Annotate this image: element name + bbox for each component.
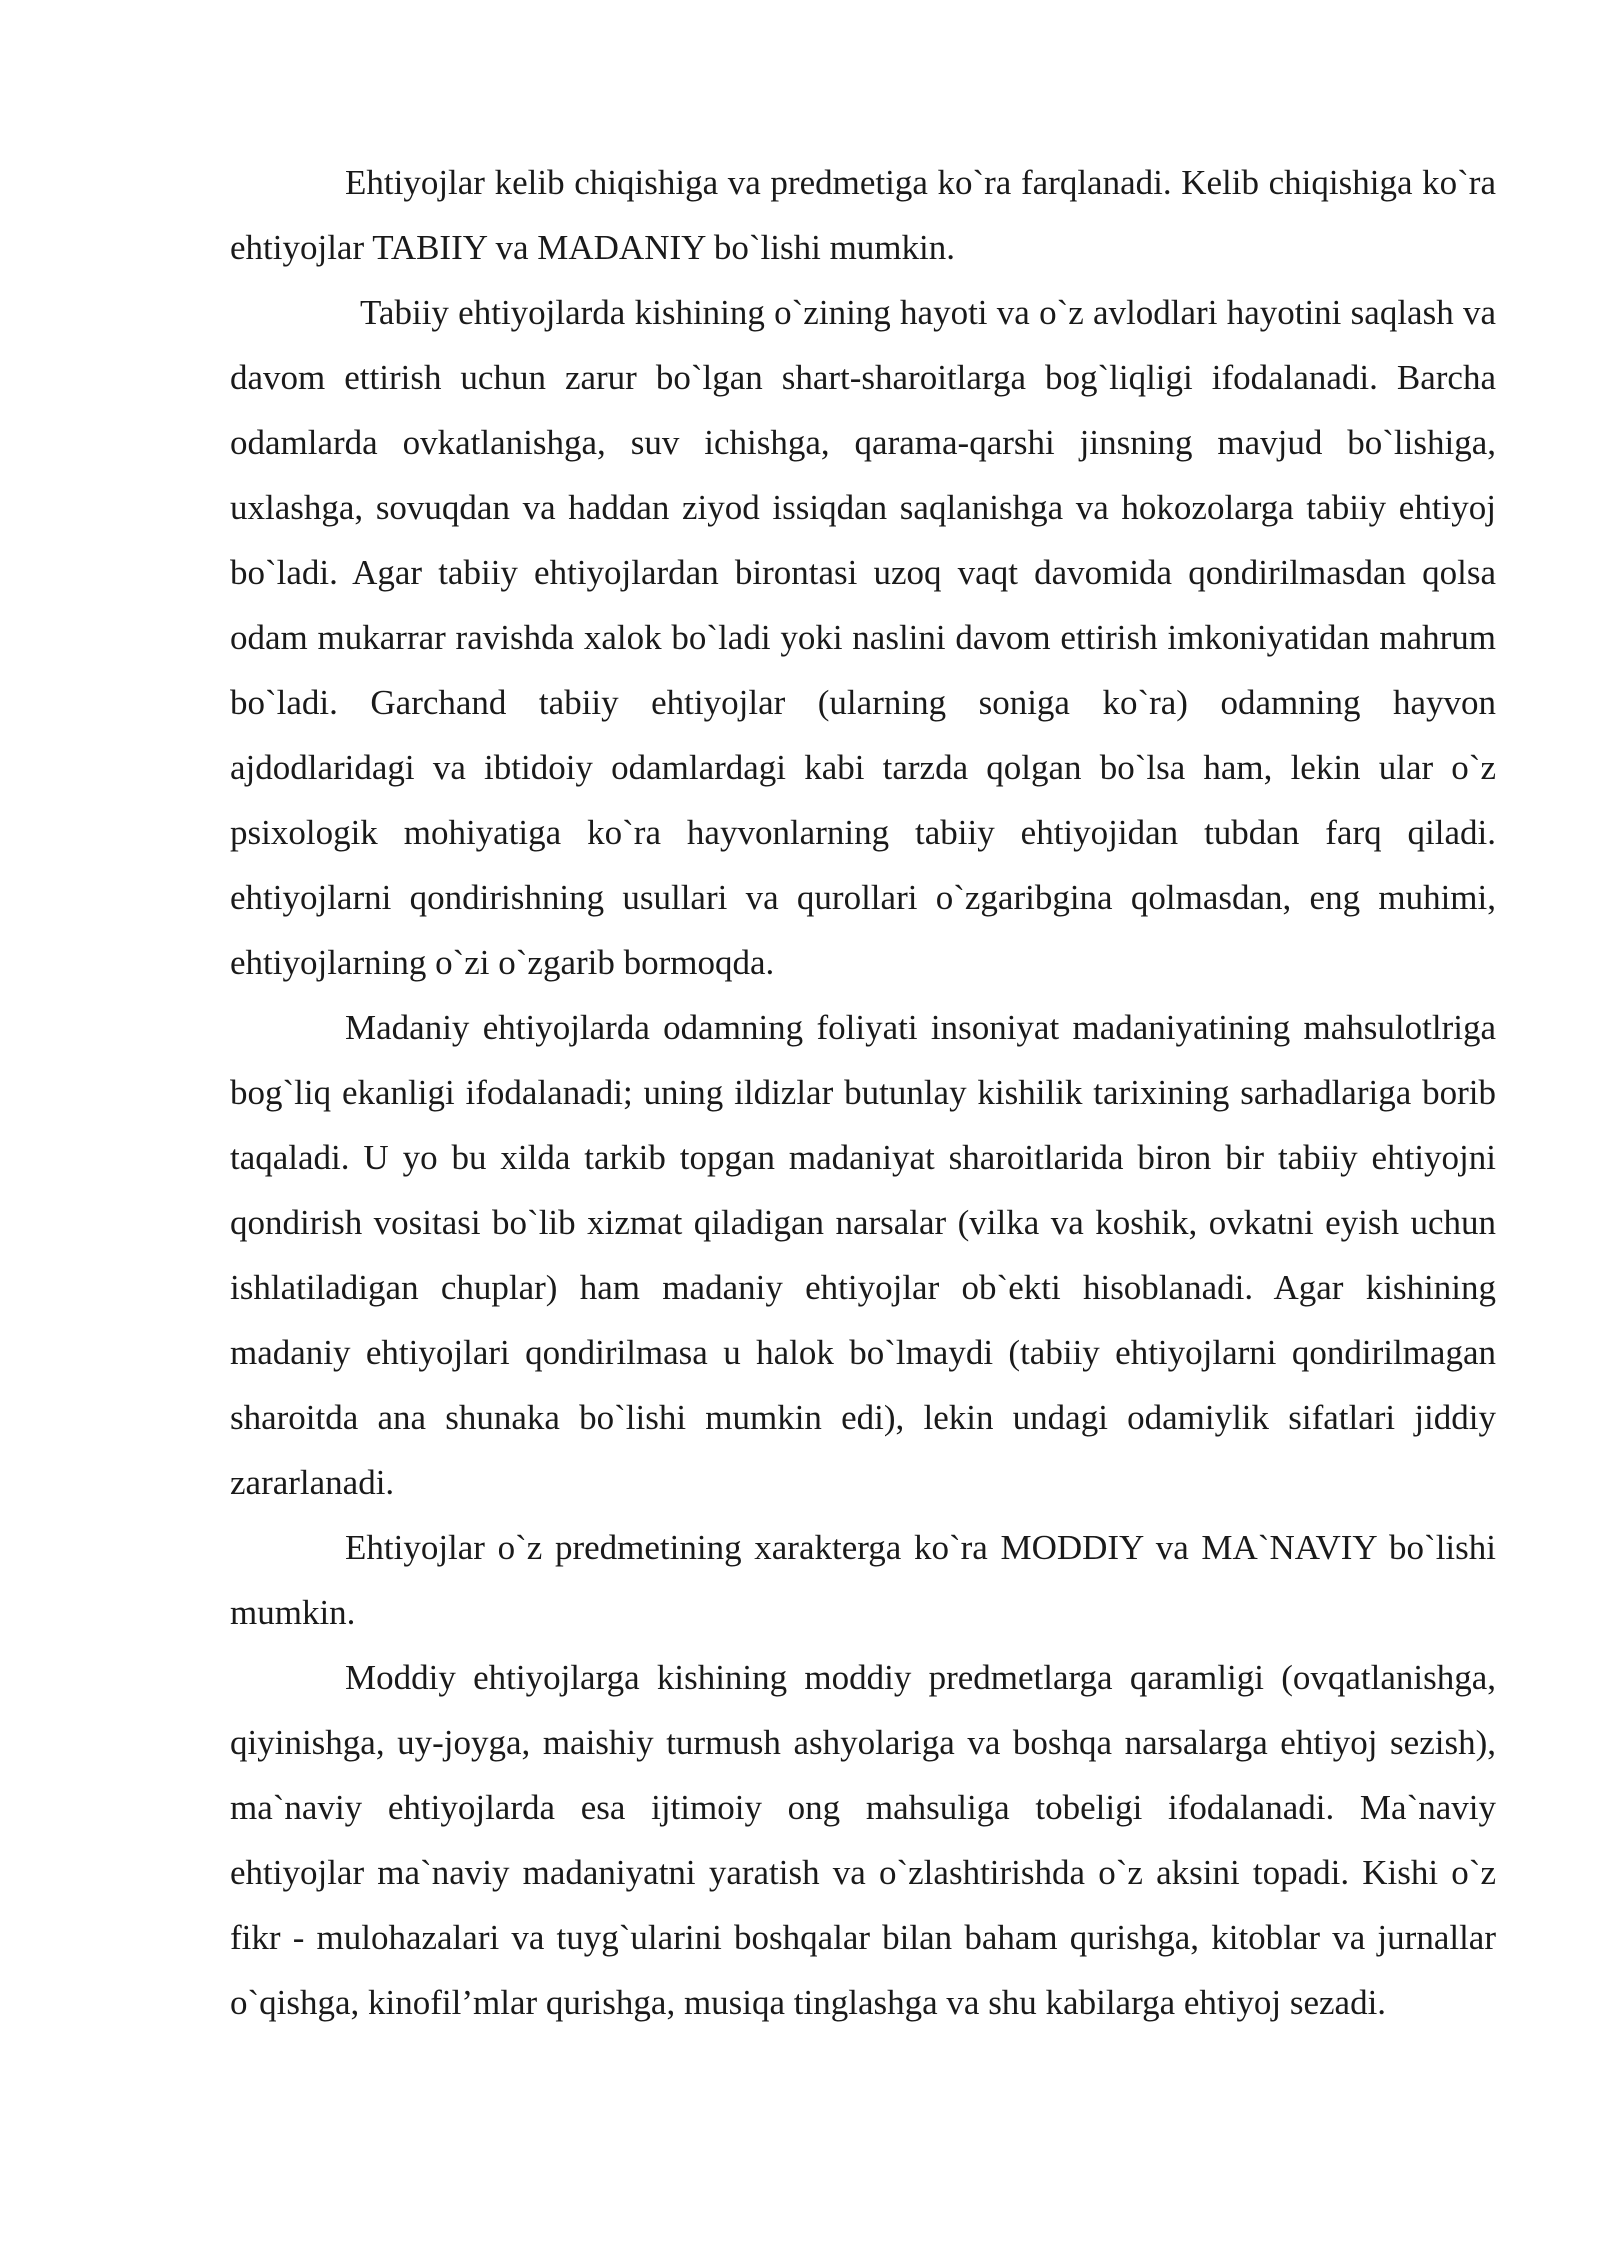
- document-body: [230, 150, 1496, 2035]
- paragraph-cultural-needs: Madaniy ehtiyojlarda odamning foliyati insoniyat madaniyatining mahsulotlriga bog`liq ekanligi ifodalanadi; uning ildizlar butunlay kishilik tarixining sarhadlariga borib taqaladi. U yo bu xilda tarkib topgan madaniyat sharoitlarida biron bir tabiiy ehtiyojni qondirish vositasi bo`lib xizmat qiladigan narsalar (vilka va koshik, ovkatni eyish uchun ishlatiladigan chuplar) ham madaniy ehtiyojlar ob`ekti hisoblanadi. Agar kishining madaniy ehtiyojlari qondirilmasa u halok bo`lmaydi (tabiiy ehtiyojlarni qondirilmagan sharoitda ana shunaka bo`lishi mumkin edi), lekin undagi odamiylik sifatlari jiddiy zararlanadi.: [230, 1008, 1496, 1502]
- paragraph-origin-classification: Ehtiyojlar kelib chiqishiga va predmetiga ko`ra farqlanadi. Kelib chiqishiga ko`ra ehtiyojlar TABIIY va MADANIY bo`lishi mumkin.: [230, 163, 1496, 267]
- paragraph-subject-classification: Ehtiyojlar o`z predmetining xarakterga ko`ra MODDIY va MA`NAVIY bo`lishi mumkin.: [230, 1528, 1496, 1632]
- paragraph-natural-needs: Tabiiy ehtiyojlarda kishining o`zining hayoti va o`z avlodlari hayotini saqlash va davom ettirish uchun zarur bo`lgan shart-sharoitlarga bog`liqligi ifodalanadi. Barcha odamlarda ovkatlanishga, suv ichishga, qarama-qarshi jinsning mavjud bo`lishiga, uxlashga, sovuqdan va haddan ziyod issiqdan saqlanishga va hokozolarga tabiiy ehtiyoj bo`ladi. Agar tabiiy ehtiyojlardan birontasi uzoq vaqt davomida qondirilmasdan qolsa odam mukarrar ravishda xalok bo`ladi yoki naslini davom ettirish imkoniyatidan mahrum bo`ladi. Garchand tabiiy ehtiyojlar (ularning soniga ko`ra) odamning hayvon ajdodlaridagi va ibtidoiy odamlardagi kabi tarzda qolgan bo`lsa ham, lekin ular o`z psixologik mohiyatiga ko`ra hayvonlarning tabiiy ehtiyojidan tubdan farq qiladi. ehtiyojlarni qondirishning usullari va qurollari o`zgaribgina qolmasdan, eng muhimi, ehtiyojlarning o`zi o`zgarib bormoqda.: [230, 293, 1496, 982]
- paragraph-material-spiritual-needs: Moddiy ehtiyojlarga kishining moddiy predmetlarga qaramligi (ovqatlanishga, qiyinishga, uy-joyga, maishiy turmush ashyolariga va boshqa narsalarga ehtiyoj sezish), ma`naviy ehtiyojlarda esa ijtimoiy ong mahsuliga tobeligi ifodalanadi. Ma`naviy ehtiyojlar ma`naviy madaniyatni yaratish va o`zlashtirishda o`z aksini topadi. Kishi o`z fikr - mulohazalari va tuyg`ularini boshqalar bilan baham qurishga, kitoblar va jurnallar o`qishga, kinofil’mlar qurishga, musiqa tinglashga va shu kabilarga ehtiyoj sezadi.: [230, 1658, 1496, 2022]
